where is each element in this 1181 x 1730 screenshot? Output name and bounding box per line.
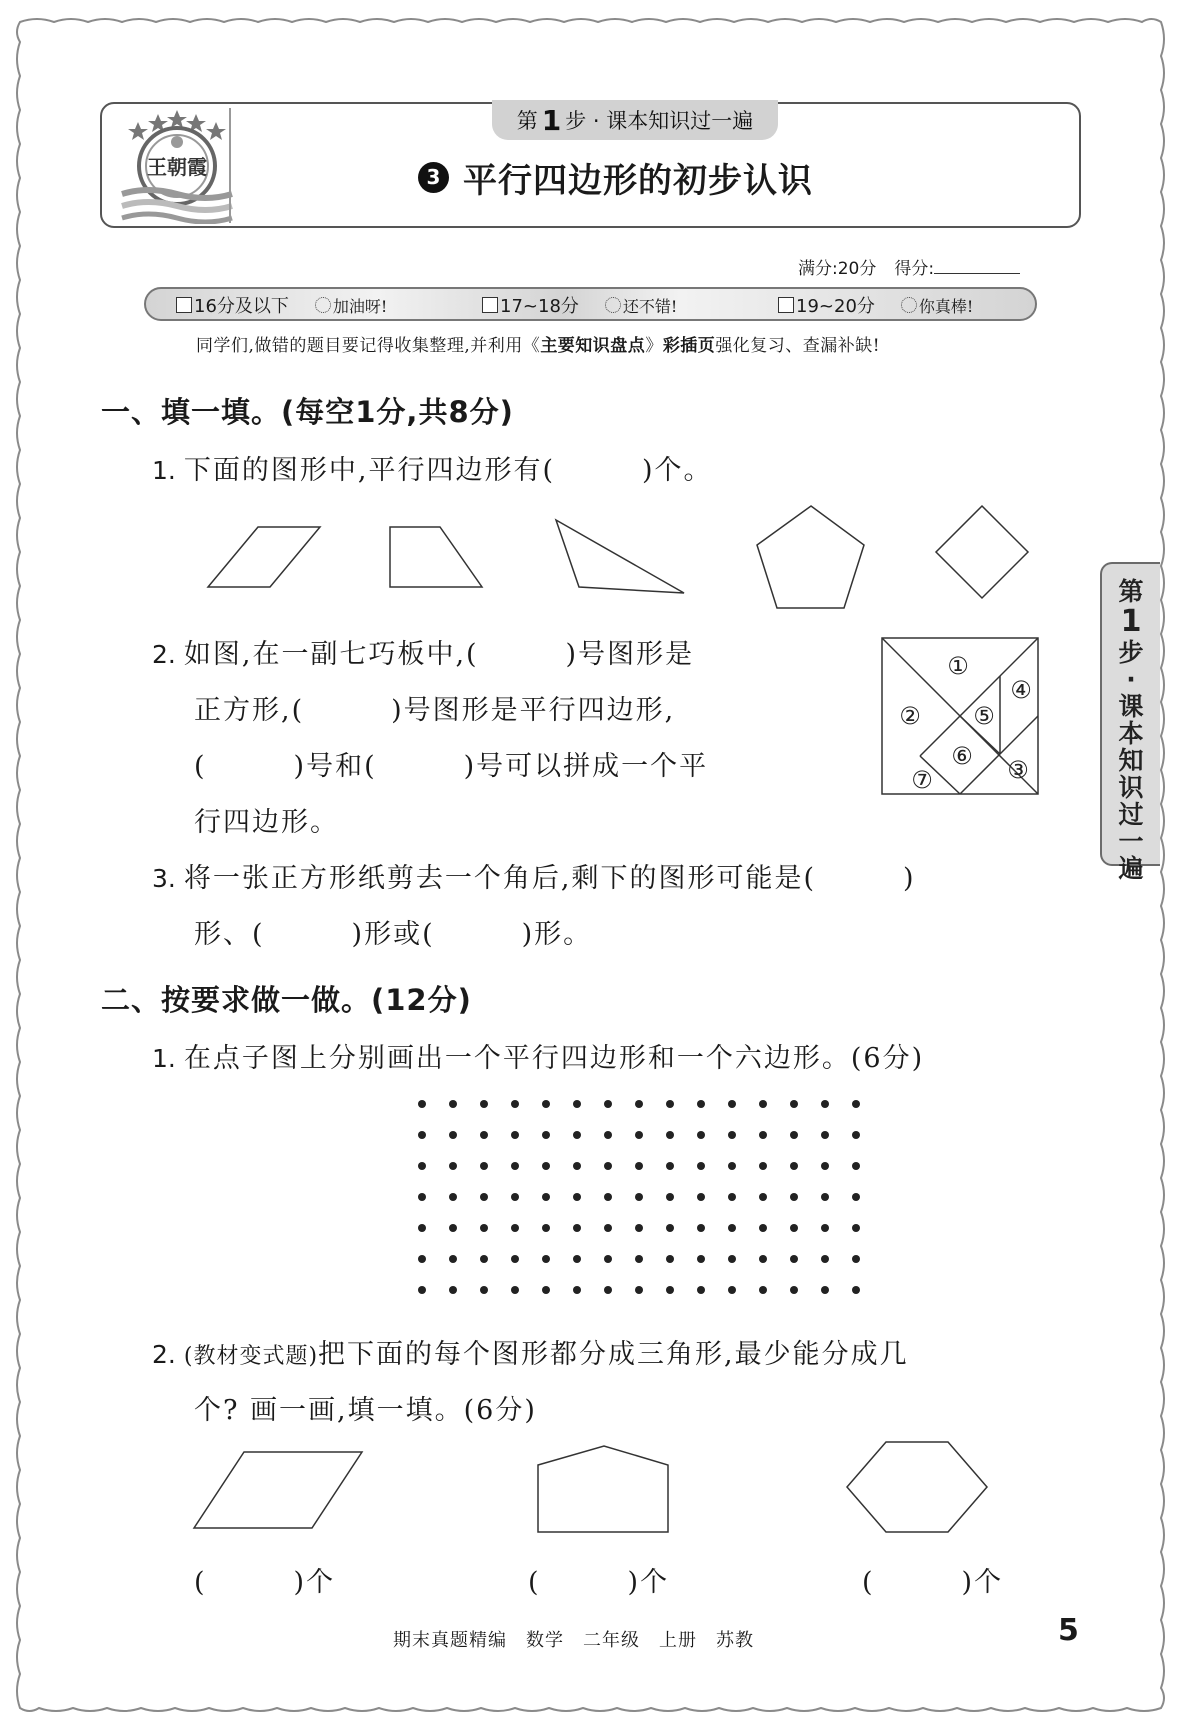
grid-dot[interactable] xyxy=(666,1131,674,1139)
section-1-heading: 一、填一填。(每空1分,共8分) xyxy=(101,395,514,429)
grid-dot[interactable] xyxy=(418,1100,426,1108)
lesson-title-row xyxy=(418,152,813,202)
grid-dot[interactable] xyxy=(635,1255,643,1263)
grid-dot[interactable] xyxy=(852,1224,860,1232)
grid-dot[interactable] xyxy=(511,1193,519,1201)
q1-shapes xyxy=(170,500,1040,620)
grid-dot[interactable] xyxy=(480,1255,488,1263)
grid-dot[interactable] xyxy=(666,1162,674,1170)
grid-dot[interactable] xyxy=(418,1162,426,1170)
grid-dot[interactable] xyxy=(542,1162,550,1170)
grid-dot[interactable] xyxy=(821,1162,829,1170)
tangram-label: ① xyxy=(947,652,969,680)
grid-dot[interactable] xyxy=(573,1255,581,1263)
grid-dot[interactable] xyxy=(821,1255,829,1263)
grid-dot[interactable] xyxy=(635,1193,643,1201)
side-tab xyxy=(1100,562,1160,883)
parallelogram-shape xyxy=(194,1452,362,1528)
grid-dot[interactable] xyxy=(697,1100,705,1108)
grid-dot[interactable] xyxy=(759,1286,767,1294)
grid-dot[interactable] xyxy=(666,1286,674,1294)
s2-question-1: 1. 在点子图上分别画出一个平行四边形和一个六边形。(6分) xyxy=(152,1043,925,1074)
grid-dot[interactable] xyxy=(418,1131,426,1139)
tangram-figure xyxy=(880,636,1042,798)
smiley-icon xyxy=(315,297,331,313)
grid-dot[interactable] xyxy=(759,1162,767,1170)
side-tab-char: 本 xyxy=(1118,719,1144,748)
grid-dot[interactable] xyxy=(480,1100,488,1108)
lesson-number-badge: 3 xyxy=(418,162,449,193)
notice-text: 同学们,做错的题目要记得收集整理,并利用《主要知识盘点》彩插页强化复习、查漏补缺! xyxy=(196,336,881,356)
hexagon-shape xyxy=(847,1442,987,1532)
grid-dot[interactable] xyxy=(449,1131,457,1139)
s1-question-2: 2. 如图,在一副七巧板中,( )号图形是 xyxy=(152,639,695,670)
grid-dot[interactable] xyxy=(790,1100,798,1108)
grade-comment: 你真棒! xyxy=(918,296,974,316)
grid-dot[interactable] xyxy=(573,1162,581,1170)
grid-dot[interactable] xyxy=(573,1131,581,1139)
s1-question-2-line2: 正方形,( )号图形是平行四边形, xyxy=(194,695,676,726)
grid-dot[interactable] xyxy=(635,1131,643,1139)
answer-blank-2[interactable]: ( )个 xyxy=(528,1567,670,1598)
grid-dot[interactable] xyxy=(511,1131,519,1139)
tangram-label: ④ xyxy=(1010,676,1032,704)
grid-dot[interactable] xyxy=(728,1162,736,1170)
grade-level-1 xyxy=(176,293,387,317)
grid-dot[interactable] xyxy=(635,1224,643,1232)
grid-dot[interactable] xyxy=(635,1162,643,1170)
grid-dot[interactable] xyxy=(728,1255,736,1263)
grid-dot[interactable] xyxy=(790,1255,798,1263)
grid-dot[interactable] xyxy=(604,1193,612,1201)
grid-dot[interactable] xyxy=(511,1286,519,1294)
side-tab-char: 课 xyxy=(1118,692,1144,721)
side-tab-char: · xyxy=(1126,665,1136,694)
grid-dot[interactable] xyxy=(821,1100,829,1108)
grid-dot[interactable] xyxy=(728,1131,736,1139)
tangram-label: ② xyxy=(899,702,921,730)
grid-dot[interactable] xyxy=(511,1224,519,1232)
s1-question-2-line4: 行四边形。 xyxy=(194,807,339,838)
grade-range: 19~20分 xyxy=(796,296,875,317)
grid-dot[interactable] xyxy=(852,1162,860,1170)
grid-dot[interactable] xyxy=(697,1286,705,1294)
grade-range: 16分及以下 xyxy=(194,296,289,317)
grid-dot[interactable] xyxy=(418,1193,426,1201)
grid-dot[interactable] xyxy=(821,1193,829,1201)
grid-dot[interactable] xyxy=(728,1100,736,1108)
grid-dot[interactable] xyxy=(542,1224,550,1232)
grid-dot[interactable] xyxy=(604,1286,612,1294)
grid-dot[interactable] xyxy=(542,1193,550,1201)
grid-dot[interactable] xyxy=(666,1100,674,1108)
pentagon-house-shape xyxy=(538,1446,668,1532)
side-tab-char: 识 xyxy=(1118,773,1144,802)
grid-dot[interactable] xyxy=(790,1131,798,1139)
side-tab-char: 步 xyxy=(1118,638,1144,667)
s2-question-2: 2. (教材变式题)把下面的每个图形都分成三角形,最少能分成几 xyxy=(152,1339,909,1370)
grid-dot[interactable] xyxy=(449,1286,457,1294)
grid-dot[interactable] xyxy=(511,1162,519,1170)
grid-dot[interactable] xyxy=(573,1224,581,1232)
step-banner xyxy=(492,100,778,140)
grid-dot[interactable] xyxy=(852,1131,860,1139)
grid-dot[interactable] xyxy=(449,1193,457,1201)
grid-dot[interactable] xyxy=(573,1100,581,1108)
grid-dot[interactable] xyxy=(480,1224,488,1232)
grade-range: 17~18分 xyxy=(500,296,579,317)
grid-dot[interactable] xyxy=(790,1162,798,1170)
grid-dot[interactable] xyxy=(790,1224,798,1232)
answer-blank-1[interactable]: ( )个 xyxy=(194,1567,336,1598)
side-tab-char: 第 xyxy=(1118,577,1144,606)
grid-dot[interactable] xyxy=(666,1224,674,1232)
parallelogram-shape xyxy=(208,527,320,587)
checkbox[interactable] xyxy=(176,297,192,313)
s1-question-2-line3: ( )号和( )号可以拼成一个平 xyxy=(194,751,709,782)
grid-dot[interactable] xyxy=(418,1286,426,1294)
logo xyxy=(118,108,236,224)
square-shape xyxy=(936,506,1028,598)
grid-dot[interactable] xyxy=(697,1224,705,1232)
q2-shapes xyxy=(180,1440,1020,1540)
step-prefix: 第 xyxy=(516,109,538,133)
grade-comment: 加油呀! xyxy=(332,296,388,316)
grid-dot[interactable] xyxy=(697,1255,705,1263)
grid-dot[interactable] xyxy=(728,1193,736,1201)
grid-dot[interactable] xyxy=(697,1193,705,1201)
side-tab-char: 1 xyxy=(1120,604,1142,639)
tangram-label: ⑤ xyxy=(973,702,995,730)
tangram-label: ⑥ xyxy=(951,742,973,770)
grid-dot[interactable] xyxy=(573,1286,581,1294)
side-tab-char: 一 xyxy=(1118,827,1144,856)
grid-dot[interactable] xyxy=(480,1131,488,1139)
grid-dot[interactable] xyxy=(852,1255,860,1263)
lesson-title: 平行四边形的初步认识 xyxy=(463,160,813,201)
dot-grid[interactable] xyxy=(410,1090,870,1300)
full-score-label: 满分:20分 xyxy=(798,259,877,279)
grid-dot[interactable] xyxy=(697,1162,705,1170)
grid-dot[interactable] xyxy=(697,1131,705,1139)
side-tab-char: 知 xyxy=(1118,746,1144,775)
grid-dot[interactable] xyxy=(852,1193,860,1201)
s1-question-1: 1. 下面的图形中,平行四边形有( )个。 xyxy=(152,455,713,486)
grid-dot[interactable] xyxy=(511,1100,519,1108)
got-score-label: 得分: xyxy=(894,254,1020,279)
grid-dot[interactable] xyxy=(573,1193,581,1201)
score-blank[interactable] xyxy=(934,255,1020,274)
trapezoid-shape xyxy=(390,527,482,587)
grid-dot[interactable] xyxy=(542,1286,550,1294)
grid-dot[interactable] xyxy=(821,1131,829,1139)
grid-dot[interactable] xyxy=(821,1286,829,1294)
logo-separator xyxy=(229,108,231,223)
grade-level-2 xyxy=(482,293,677,317)
checkbox[interactable] xyxy=(482,297,498,313)
grid-dot[interactable] xyxy=(480,1162,488,1170)
grid-dot[interactable] xyxy=(759,1224,767,1232)
grid-dot[interactable] xyxy=(449,1162,457,1170)
grid-dot[interactable] xyxy=(759,1193,767,1201)
grid-dot[interactable] xyxy=(728,1286,736,1294)
grid-dot[interactable] xyxy=(635,1286,643,1294)
grid-dot[interactable] xyxy=(852,1286,860,1294)
page-number: 5 xyxy=(1058,1613,1079,1648)
grid-dot[interactable] xyxy=(418,1224,426,1232)
grid-dot[interactable] xyxy=(759,1131,767,1139)
smiley-icon xyxy=(901,297,917,313)
logo-text: 王朝霞 xyxy=(147,155,207,179)
checkbox[interactable] xyxy=(778,297,794,313)
triangle-shape xyxy=(556,520,684,593)
section-2-heading: 二、按要求做一做。(12分) xyxy=(101,983,472,1017)
step-suffix: 步 · 课本知识过一遍 xyxy=(565,109,754,133)
grid-dot[interactable] xyxy=(604,1100,612,1108)
s1-question-3-line2: 形、( )形或( )形。 xyxy=(194,919,593,950)
grid-dot[interactable] xyxy=(542,1255,550,1263)
grid-dot[interactable] xyxy=(759,1100,767,1108)
grid-dot[interactable] xyxy=(666,1193,674,1201)
grid-dot[interactable] xyxy=(790,1193,798,1201)
side-tab-char: 过 xyxy=(1118,800,1144,829)
grid-dot[interactable] xyxy=(449,1224,457,1232)
answer-blank-3[interactable]: ( )个 xyxy=(862,1567,1004,1598)
grid-dot[interactable] xyxy=(728,1224,736,1232)
pentagon-shape xyxy=(757,506,864,608)
grid-dot[interactable] xyxy=(821,1224,829,1232)
grid-dot[interactable] xyxy=(635,1100,643,1108)
grid-dot[interactable] xyxy=(480,1193,488,1201)
grade-level-3 xyxy=(778,293,973,317)
side-tab-char: 遍 xyxy=(1118,854,1144,883)
grid-dot[interactable] xyxy=(604,1224,612,1232)
step-number: 1 xyxy=(541,103,562,137)
tangram-label: ③ xyxy=(1007,756,1029,784)
grid-dot[interactable] xyxy=(449,1100,457,1108)
tangram-label: ⑦ xyxy=(911,766,933,794)
grid-dot[interactable] xyxy=(542,1100,550,1108)
grid-dot[interactable] xyxy=(480,1286,488,1294)
s1-question-3: 3. 将一张正方形纸剪去一个角后,剩下的图形可能是( ) xyxy=(152,863,916,894)
grid-dot[interactable] xyxy=(604,1255,612,1263)
score-line xyxy=(798,254,1020,279)
smiley-icon xyxy=(605,297,621,313)
grid-dot[interactable] xyxy=(542,1131,550,1139)
grid-dot[interactable] xyxy=(604,1162,612,1170)
grid-dot[interactable] xyxy=(604,1131,612,1139)
grid-dot[interactable] xyxy=(449,1255,457,1263)
grid-dot[interactable] xyxy=(759,1255,767,1263)
grid-dot[interactable] xyxy=(418,1255,426,1263)
grade-comment: 还不错! xyxy=(622,296,678,316)
grid-dot[interactable] xyxy=(790,1286,798,1294)
grid-dot[interactable] xyxy=(511,1255,519,1263)
grid-dot[interactable] xyxy=(852,1100,860,1108)
s2-question-2-line2: 个? 画一画,填一填。(6分) xyxy=(194,1395,537,1426)
grid-dot[interactable] xyxy=(666,1255,674,1263)
footer-text: 期末真题精编 数学 二年级 上册 苏教 xyxy=(393,1630,754,1651)
